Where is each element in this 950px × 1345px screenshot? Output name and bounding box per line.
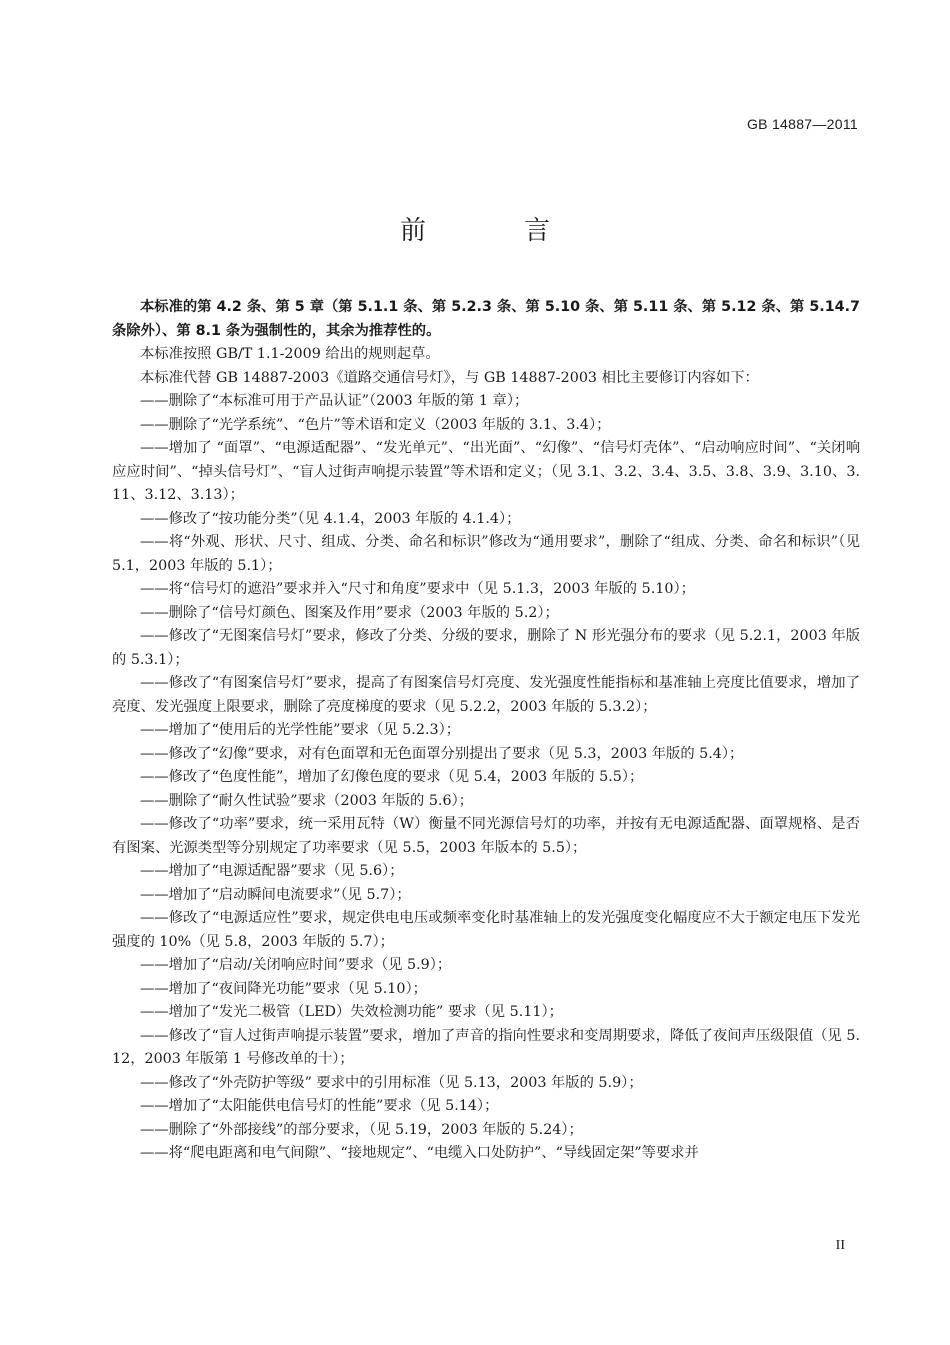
body-paragraph: ——删除了“本标准可用于产品认证”（2003 年版的第 1 章）； <box>140 393 529 409</box>
body-paragraph: 本标准代替 GB 14887-2003《道路交通信号灯》，与 GB 14887-2003 相比主要修订内容如下： <box>140 369 759 386</box>
body-paragraph: ——增加了“启动瞬间电流要求”（见 5.7）； <box>140 886 411 903</box>
page-title: 前 言 <box>399 216 586 246</box>
body-paragraph: ——增加了“使用后的光学性能”要求（见 5.2.3）； <box>140 722 461 738</box>
document-body <box>112 296 860 1166</box>
body-paragraph: ——删除了“外部接线”的部分要求，（见 5.19，2003 年版的 5.24）； <box>140 1121 583 1138</box>
body-paragraph: ——修改了“按功能分类”（见 4.1.4，2003 年版的 4.1.4）； <box>140 510 521 527</box>
standard-code: GB 14887—2011 <box>746 116 858 132</box>
body-paragraph: ——修改了“无图案信号灯”要求，修改了分类、分级的要求，删除了 N 形光强分布的要求（见 5.2.1，2003 年版的 5.3.1）； <box>112 628 860 668</box>
page-number: II <box>835 1238 845 1253</box>
body-paragraph: ——修改了“有图案信号灯”要求，提高了有图案信号灯亮度、发光强度性能指标和基准轴上亮度比值要求，增加了亮度、发光强度上限要求，删除了亮度梯度的要求（见 5.2.2，2003 年版的 5.3.2）； <box>112 675 860 715</box>
body-paragraph: ——增加了“发光二极管（LED）失效检测功能” 要求（见 5.11）； <box>140 1004 563 1020</box>
body-paragraph: 本标准按照 GB/T 1.1-2009 给出的规则起草。 <box>140 346 440 362</box>
body-paragraph: ——修改了“外壳防护等级” 要求中的引用标准（见 5.13，2003 年版的 5.9）； <box>140 1074 643 1091</box>
body-paragraph: ——将“信号灯的遮沿”要求并入“尺寸和角度”要求中（见 5.1.3，2003 年版的 5.10）； <box>140 581 695 597</box>
mandatory-clause-paragraph: 本标准的第 4.2 条、第 5 章（第 5.1.1 条、第 5.2.3 条、第 5.10 条、第 5.11 条、第 5.12 条、第 5.14.7 条除外）、第 8.1 条为强制性的，其余为推荐性的。 <box>112 299 860 339</box>
body-paragraph: ——删除了“耐久性试验”要求（2003 年版的 5.6）； <box>140 792 474 809</box>
body-paragraph: ——将“爬电距离和电气间隙”、“接地规定”、“电缆入口处防护”、“导线固定架”等要求并 <box>140 1145 699 1161</box>
body-paragraph: ——增加了“太阳能供电信号灯的性能”要求（见 5.14）； <box>140 1098 499 1114</box>
body-paragraph: ——增加了 “面罩”、“电源适配器”、“发光单元”、“出光面”、“幻像”、“信号灯壳体”、“启动响应时间”、“关闭响应应时间”、“掉头信号灯”、“盲人过街声响提示装置”等术语和定义；（见 3.1、3.2、3.4、3.5、3.8、3.9、3.10、3.11、3.12、3.13）； <box>112 440 860 503</box>
body-paragraph: ——修改了“盲人过街声响提示装置”要求，增加了声音的指向性要求和变周期要求，降低了夜间声压级限值（见 5.12，2003 年版第 1 号修改单的十）； <box>112 1027 860 1067</box>
body-paragraph: ——删除了“信号灯颜色、图案及作用”要求（2003 年版的 5.2）； <box>140 604 559 621</box>
body-paragraph: ——修改了“电源适应性”要求，规定供电电压或频率变化时基准轴上的发光强度变化幅度应不大于额定电压下发光强度的 10%（见 5.8，2003 年版的 5.7）； <box>112 910 860 950</box>
body-paragraph: ——修改了“色度性能”，增加了幻像色度的要求（见 5.4，2003 年版的 5.5）； <box>140 769 644 785</box>
body-paragraph: ——删除了“光学系统”、“色片”等术语和定义（2003 年版的 3.1、3.4）； <box>140 416 611 433</box>
body-paragraph: ——修改了“功率”要求，统一采用瓦特（W）衡量不同光源信号灯的功率，并按有无电源适配器、面罩规格、是否有图案、光源类型等分别规定了功率要求（见 5.5，2003 年版本的 5.5）； <box>112 816 860 856</box>
body-paragraph: ——增加了“夜间降光功能”要求（见 5.10）； <box>140 980 427 997</box>
body-paragraph: ——增加了“启动/关闭响应时间”要求（见 5.9）； <box>140 957 452 973</box>
body-paragraph: ——增加了“电源适配器”要求（见 5.6）； <box>140 863 404 879</box>
body-paragraph: ——将“外观、形状、尺寸、组成、分类、命名和标识”修改为“通用要求”，删除了“组成、分类、命名和标识”（见 5.1，2003 年版的 5.1）； <box>112 534 860 574</box>
body-paragraph: ——修改了“幻像”要求，对有色面罩和无色面罩分别提出了要求（见 5.3，2003 年版的 5.4）； <box>140 745 744 762</box>
